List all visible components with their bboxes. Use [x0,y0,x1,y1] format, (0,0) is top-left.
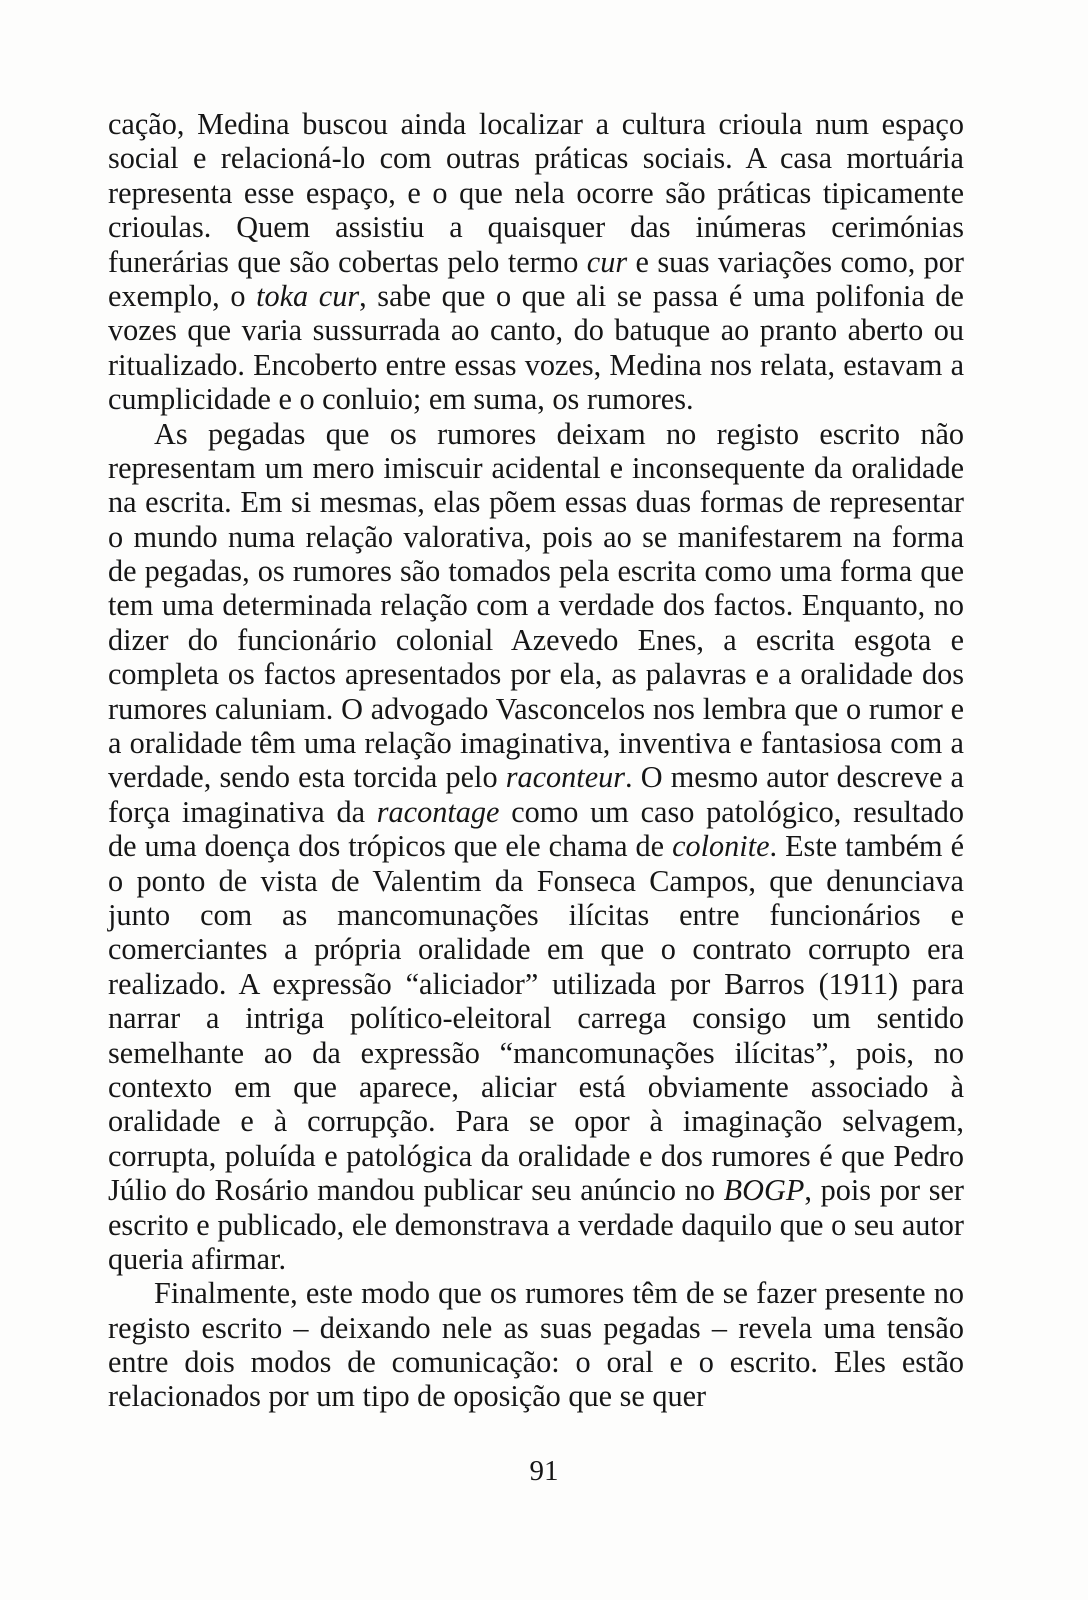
text-run: cação, Medina buscou ainda localizar a cultura crioula num espaço social e relacioná-lo com outras práticas sociais. A casa mortuária representa esse espaço, e o que nela ocorre são práticas tipicamente crioulas. Quem assistiu a quaisquer das inúmeras cerimónias funerárias que são cobertas pelo termo [108,107,964,279]
text-run: , pois por ser escrito e publicado, ele demonstrava a verdade daquilo que o seu autor queria afirmar. [108,1173,964,1276]
italic-term: colonite [672,829,770,864]
text-run: e suas variações como, por exemplo, o [108,244,964,313]
paragraph [108,107,964,417]
italic-term: raconteur [505,760,626,795]
page-number: 91 [529,1455,559,1487]
text-run: , sabe que o que ali se passa é uma polifonia de vozes que varia sussurrada ao canto, do batuque ao pranto aberto ou ritualizado. Encoberto entre essas vozes, Medina nos relata, estavam a cumplicidade e o conluio; em suma, os rumores. [108,278,964,417]
italic-term: cur [586,244,628,279]
italic-term: toka cur [256,278,360,313]
text-run: como um caso patológico, resultado de uma doença dos trópicos que ele chama de [108,794,965,864]
italic-term: BOGP [723,1173,805,1208]
text-run: As pegadas que os rumores deixam no registo escrito não representam um mero imiscuir acidental e inconsequente da oralidade na escrita. Em si mesmas, elas põem essas duas formas de representar o mundo numa relação valorativa, pois ao se manifestarem na forma de pegadas, os rumores são tomados pela escrita como uma forma que tem uma determinada relação com a verdade dos factos. Enquanto, no dizer do funcionário colonial Azevedo Enes, a escrita esgota e completa os factos apresentados por ela, as palavras e a oralidade dos rumores caluniam. O advogado Vasconcelos nos lembra que o rumor e a oralidade têm uma relação imaginativa, inventiva e fantasiosa com a verdade, sendo esta torcida pelo [108,416,964,795]
italic-term: racontage [376,794,500,829]
text-run: Finalmente, este modo que os rumores têm de se fazer presente no registo escrito – deixando nele as suas pegadas – revela uma tensão entre dois modos de comunicação: o oral e o escrito. Eles estão relacionados por um tipo de oposição que se quer [108,1276,964,1414]
text-run: . O mesmo autor descreve a força imaginativa da [108,760,964,829]
body-text [108,107,964,1414]
paragraph [108,1276,964,1414]
text-run: . Este também é o ponto de vista de Valentim da Fonseca Campos, que denunciava junto com as mancomunações ilícitas entre funcionários e comerciantes a própria oralidade em que o contrato corrupto era realizado. A expressão “aliciador” utilizada por Barros (1911) para narrar a intriga político-eleitoral carrega consigo um sentido semelhante ao da expressão “mancomunações ilícitas”, pois, no contexto em que aparece, aliciar está obviamente associado à oralidade e à corrupção. Para se opor à imaginação selvagem, corrupta, poluída e patológica da oralidade e dos rumores é que Pedro Júlio do Rosário mandou publicar seu anúncio no [108,829,965,1208]
paragraph [108,417,964,1277]
